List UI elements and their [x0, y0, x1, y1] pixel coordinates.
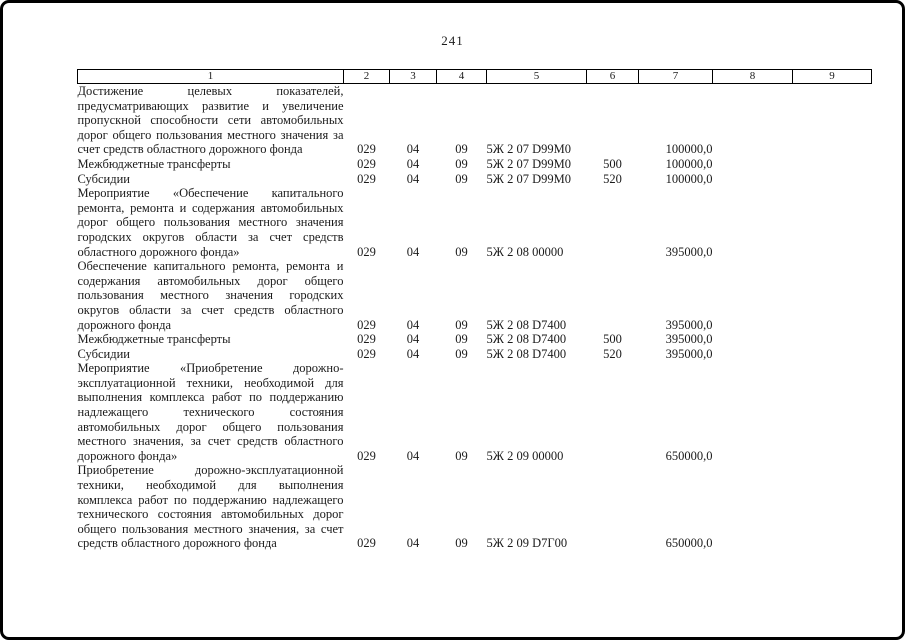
table-row	[78, 186, 872, 259]
table-body	[78, 84, 872, 552]
cell-expense-type-code: 520	[603, 171, 622, 186]
cell-col8	[713, 463, 793, 551]
cell-section-code: 04	[406, 536, 420, 551]
cell-amount: 100000,0	[665, 171, 713, 186]
table-row	[78, 157, 872, 172]
cell-col9	[793, 157, 872, 172]
cell-grbs-code: 029	[357, 171, 376, 186]
table-row	[78, 361, 872, 463]
cell-expense-type-code: 500	[603, 156, 622, 171]
cell-section-code: 04	[406, 332, 420, 347]
cell-grbs-code: 029	[357, 448, 376, 463]
cell-amount: 100000,0	[665, 156, 713, 171]
cell-col9	[793, 332, 872, 347]
cell-section-code: 04	[406, 244, 420, 259]
column-header: 6	[587, 70, 639, 84]
cell-col8	[713, 157, 793, 172]
cell-col9	[793, 463, 872, 551]
cell-section-code: 04	[406, 448, 420, 463]
cell-subsection-code: 09	[455, 142, 468, 157]
cell-col9	[793, 259, 872, 332]
cell-amount: 650000,0	[665, 536, 713, 551]
cell-grbs-code: 029	[357, 142, 376, 157]
cell-name: Мероприятие «Обеспечение капитального ремонта, ремонта и содержания автомобильных дорог общего пользования местного значения городских округов области за счет средств областного дорожного фонда»	[77, 186, 344, 259]
cell-subsection-code: 09	[455, 346, 468, 361]
table-row	[78, 172, 872, 187]
column-header: 2	[344, 70, 390, 84]
cell-amount: 100000,0	[665, 142, 713, 157]
cell-target-article-code: 5Ж 2 08 D7400	[486, 332, 567, 347]
cell-subsection-code: 09	[455, 171, 468, 186]
cell-target-article-code: 5Ж 2 07 D99М0	[486, 171, 571, 186]
column-header: 5	[487, 70, 587, 84]
cell-amount: 395000,0	[665, 317, 713, 332]
table-header-row	[78, 70, 872, 84]
cell-name: Приобретение дорожно-эксплуатационной техники, необходимой для выполнения комплекса работ по поддержанию надлежащего технического состояния автомобильных дорог общего пользования местного значения, за счет средств областного дорожного фонда	[77, 463, 344, 551]
cell-name: Достижение целевых показателей, предусматривающих развитие и увеличение пропускной способности сети автомобильных дорог общего пользования местного значения за счет средств областного дорожного фонда	[77, 84, 344, 157]
column-header: 8	[713, 70, 793, 84]
table-row	[78, 84, 872, 157]
cell-expense-type-code	[587, 186, 639, 259]
cell-amount: 395000,0	[665, 244, 713, 259]
cell-name: Межбюджетные трансферты	[77, 156, 231, 171]
cell-name: Межбюджетные трансферты	[77, 332, 231, 347]
cell-subsection-code: 09	[455, 332, 468, 347]
cell-section-code: 04	[406, 171, 420, 186]
cell-grbs-code: 029	[357, 346, 376, 361]
column-header: 9	[793, 70, 872, 84]
cell-target-article-code: 5Ж 2 08 D7400	[486, 346, 567, 361]
cell-target-article-code: 5Ж 2 08 D7400	[486, 317, 567, 332]
table-row	[78, 259, 872, 332]
cell-col9	[793, 84, 872, 157]
cell-grbs-code: 029	[357, 156, 376, 171]
cell-grbs-code: 029	[357, 317, 376, 332]
cell-col9	[793, 361, 872, 463]
cell-expense-type-code	[587, 361, 639, 463]
cell-amount: 395000,0	[665, 332, 713, 347]
column-header: 3	[390, 70, 437, 84]
cell-subsection-code: 09	[455, 317, 468, 332]
table-row	[78, 347, 872, 362]
cell-expense-type-code	[587, 84, 639, 157]
cell-col8	[713, 332, 793, 347]
cell-expense-type-code	[587, 259, 639, 332]
cell-expense-type-code: 520	[603, 346, 622, 361]
cell-section-code: 04	[406, 142, 420, 157]
cell-name: Субсидии	[77, 346, 130, 361]
cell-col9	[793, 347, 872, 362]
cell-section-code: 04	[406, 346, 420, 361]
column-header: 7	[639, 70, 713, 84]
cell-col8	[713, 347, 793, 362]
cell-col8	[713, 186, 793, 259]
cell-target-article-code: 5Ж 2 09 00000	[486, 448, 564, 463]
column-header: 1	[78, 70, 344, 84]
cell-subsection-code: 09	[455, 244, 468, 259]
cell-grbs-code: 029	[357, 332, 376, 347]
cell-target-article-code: 5Ж 2 07 D99М0	[486, 142, 571, 157]
cell-grbs-code: 029	[357, 536, 376, 551]
cell-col8	[713, 172, 793, 187]
cell-amount: 650000,0	[665, 448, 713, 463]
cell-name: Субсидии	[77, 171, 130, 186]
budget-table	[77, 69, 872, 551]
cell-amount: 395000,0	[665, 346, 713, 361]
cell-target-article-code: 5Ж 2 08 00000	[486, 244, 564, 259]
cell-col9	[793, 172, 872, 187]
cell-grbs-code: 029	[357, 244, 376, 259]
cell-col8	[713, 84, 793, 157]
cell-name: Мероприятие «Приобретение дорожно-эксплуатационной техники, необходимой для выполнения комплекса работ по поддержанию надлежащего технического состояния автомобильных дорог общего пользования местного значения, за счет средств областного дорожного фонда»	[77, 361, 344, 463]
page-number: 241	[441, 33, 464, 48]
cell-col8	[713, 259, 793, 332]
cell-section-code: 04	[406, 156, 420, 171]
cell-expense-type-code	[587, 463, 639, 551]
table-row	[78, 332, 872, 347]
table-row	[78, 463, 872, 551]
cell-subsection-code: 09	[455, 156, 468, 171]
cell-subsection-code: 09	[455, 536, 468, 551]
cell-target-article-code: 5Ж 2 09 D7Г00	[486, 536, 568, 551]
cell-subsection-code: 09	[455, 448, 468, 463]
cell-name: Обеспечение капитального ремонта, ремонта и содержания автомобильных дорог общего пользования местного значения городских округов области за счет средств областного дорожного фонда	[77, 259, 344, 332]
column-header: 4	[437, 70, 487, 84]
cell-expense-type-code: 500	[603, 332, 622, 347]
cell-col9	[793, 186, 872, 259]
cell-col8	[713, 361, 793, 463]
cell-target-article-code: 5Ж 2 07 D99М0	[486, 156, 571, 171]
cell-section-code: 04	[406, 317, 420, 332]
